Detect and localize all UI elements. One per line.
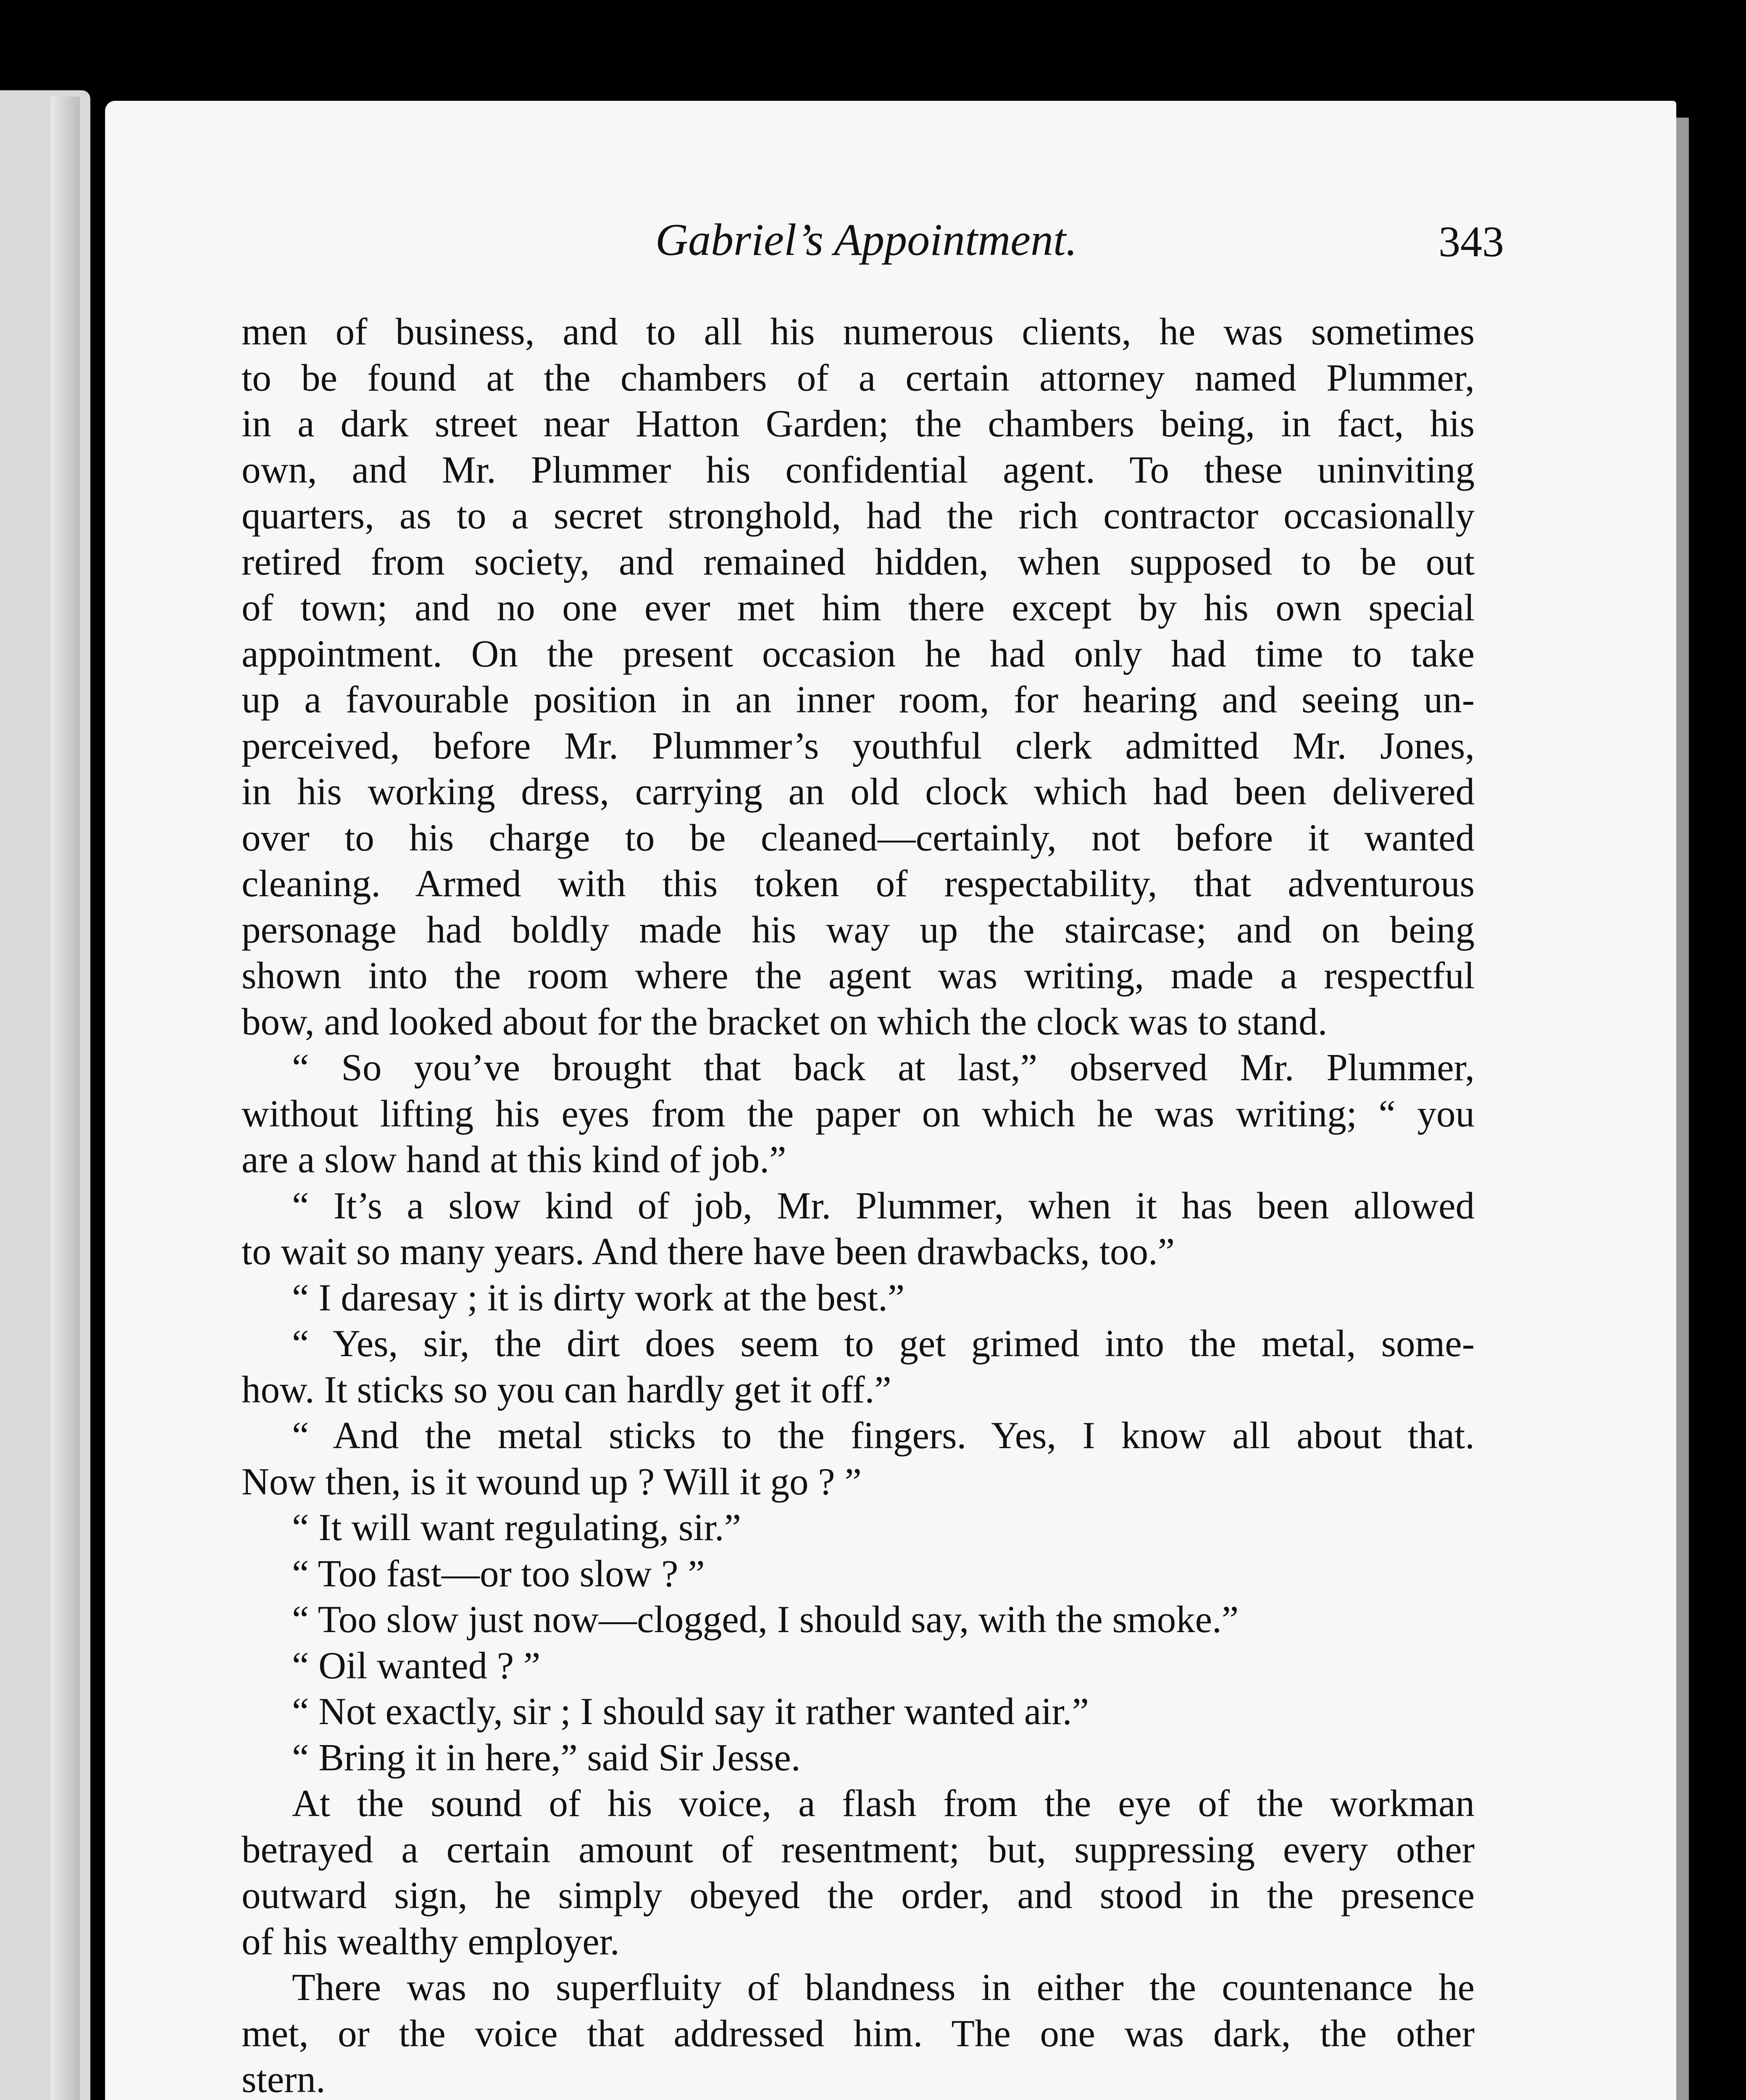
page-right-edge — [1676, 118, 1689, 2100]
text-line: up a favourable position in an inner room, for hearing and seeing un- — [242, 678, 1475, 721]
text-line: “ So you’ve brought that back at last,” observed Mr. Plummer, — [292, 1046, 1475, 1089]
text-line: “ Too fast—or too slow ? ” — [292, 1552, 705, 1595]
text-line: men of business, and to all his numerous clients, he was sometimes — [242, 310, 1475, 353]
text-line: bow, and looked about for the bracket on which the clock was to stand. — [242, 1000, 1328, 1043]
running-title: Gabriel’s Appointment. — [655, 215, 1078, 265]
text-line: are a slow hand at this kind of job.” — [242, 1138, 786, 1181]
text-line: betrayed a certain amount of resentment; but, suppressing every other — [242, 1828, 1475, 1871]
text-line: retired from society, and remained hidden, when supposed to be out — [242, 540, 1475, 583]
body-text — [242, 309, 1475, 2100]
page-number: 343 — [1438, 218, 1504, 266]
text-line: “ I daresay ; it is dirty work at the best.” — [292, 1276, 905, 1319]
text-line: “ Yes, sir, the dirt does seem to get grimed into the metal, some- — [292, 1322, 1475, 1365]
text-line: appointment. On the present occasion he had only had time to take — [242, 632, 1475, 675]
text-line: At the sound of his voice, a flash from the eye of the workman — [292, 1782, 1475, 1824]
text-line: “ Not exactly, sir ; I should say it rather wanted air.” — [292, 1690, 1089, 1732]
text-line: “ Too slow just now—clogged, I should say, with the smoke.” — [292, 1598, 1239, 1641]
text-line: to wait so many years. And there have been drawbacks, too.” — [242, 1230, 1175, 1273]
text-line: own, and Mr. Plummer his confidential agent. To these uninviting — [242, 448, 1475, 491]
left-page-shadow — [50, 97, 80, 2100]
text-line: There was no superfluity of blandness in either the countenance he — [292, 1966, 1475, 2008]
text-line: how. It sticks so you can hardly get it off.” — [242, 1368, 891, 1411]
text-line: perceived, before Mr. Plummer’s youthful clerk admitted Mr. Jones, — [242, 724, 1475, 767]
text-line: in a dark street near Hatton Garden; the chambers being, in fact, his — [242, 402, 1475, 445]
text-line: met, or the voice that addressed him. The one was dark, the other — [242, 2012, 1475, 2055]
text-line: without lifting his eyes from the paper on which he was writing; “ you — [242, 1092, 1475, 1135]
text-line: of his wealthy employer. — [242, 1920, 620, 1963]
text-line: to be found at the chambers of a certain attorney named Plummer, — [242, 356, 1475, 399]
text-line: cleaning. Armed with this token of respectability, that adventurous — [242, 862, 1475, 905]
text-line: “ It’s a slow kind of job, Mr. Plummer, when it has been allowed — [292, 1184, 1475, 1227]
text-line: in his working dress, carrying an old clock which had been delivered — [242, 770, 1475, 813]
text-line: Now then, is it wound up ? Will it go ? ” — [242, 1460, 862, 1503]
text-line: stern. — [242, 2058, 326, 2100]
text-line: outward sign, he simply obeyed the order, and stood in the presence — [242, 1874, 1475, 1916]
text-line: of town; and no one ever met him there except by his own special — [242, 586, 1475, 629]
text-line: “ Bring it in here,” said Sir Jesse. — [292, 1736, 801, 1779]
text-line: quarters, as to a secret stronghold, had the rich contractor occasionally — [242, 494, 1475, 537]
text-line: “ It will want regulating, sir.” — [292, 1506, 741, 1549]
text-line: shown into the room where the agent was writing, made a respectful — [242, 954, 1475, 997]
text-line: “ Oil wanted ? ” — [292, 1644, 541, 1687]
text-line: personage had boldly made his way up the staircase; and on being — [242, 908, 1475, 951]
page-header — [235, 214, 1504, 273]
text-line: over to his charge to be cleaned—certainly, not before it wanted — [242, 816, 1475, 859]
text-line: “ And the metal sticks to the fingers. Yes, I know all about that. — [292, 1414, 1475, 1457]
